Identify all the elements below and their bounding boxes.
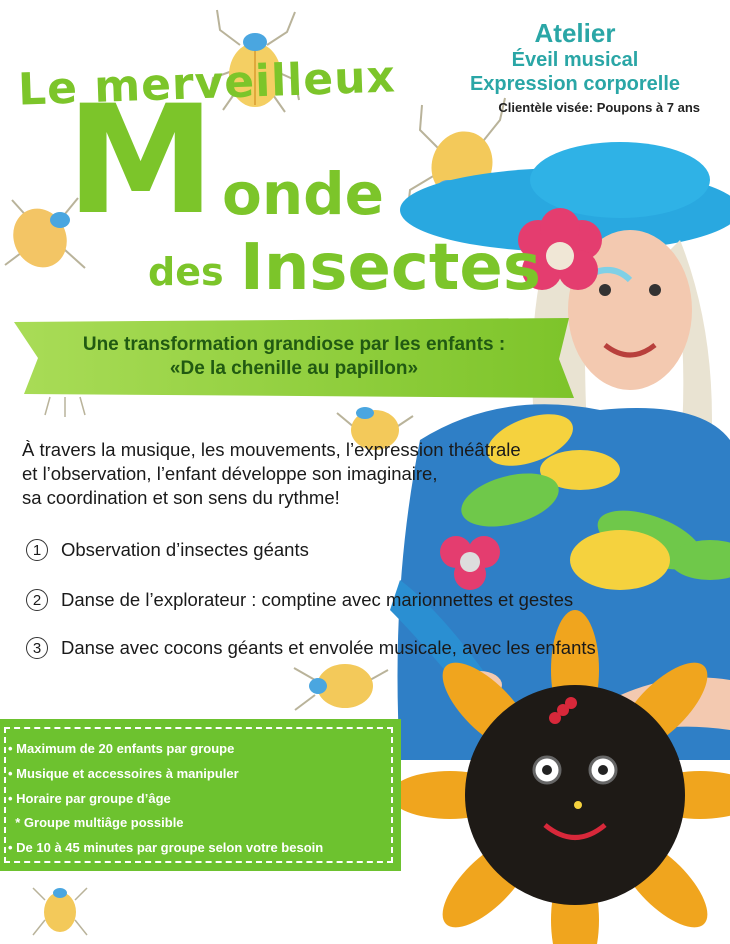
activity-label: Observation d’insectes géants [61, 539, 309, 560]
list-item [26, 634, 596, 662]
banner-line1: Une transformation grandiose par les enfants : [82, 334, 506, 355]
list-item [26, 586, 573, 614]
title-monde-initial: M [66, 74, 216, 248]
workshop-block [450, 18, 700, 115]
number-circle: 3 [26, 637, 48, 659]
detail-item: * Groupe multiâge possible [8, 815, 184, 830]
detail-item: • Horaire par groupe d’âge [8, 791, 171, 806]
banner-line2: «De la chenille au papillon» [169, 358, 419, 379]
intro-line3: sa coordination et son sens du rythme! [22, 487, 340, 508]
list-item [26, 536, 309, 564]
detail-item: • Maximum de 20 enfants par groupe [8, 741, 235, 756]
beetle-illustration [30, 880, 90, 940]
subtitle-banner [14, 318, 574, 400]
audience-text: Clientèle visée: Poupons à 7 ans [498, 100, 700, 115]
number-circle: 1 [26, 539, 48, 561]
workshop-line3: Expression corporelle [469, 73, 681, 95]
activity-label: Danse de l’explorateur : comptine avec marionnettes et gestes [61, 589, 574, 610]
intro-line1: À travers la musique, les mouvements, l’expression théâtrale [22, 439, 521, 460]
workshop-heading: Atelier [534, 18, 616, 48]
number-circle: 2 [26, 589, 48, 611]
activity-label: Danse avec cocons géants et envolée musicale, avec les enfants [61, 637, 596, 658]
intro-line2: et l’observation, l’enfant développe son imaginaire, [22, 463, 438, 484]
intro-paragraph [22, 438, 582, 510]
title-des: des [148, 250, 224, 294]
workshop-line2: Éveil musical [511, 49, 639, 71]
details-box [0, 719, 401, 871]
title-monde: onde [222, 160, 384, 228]
title-line1: Le merveilleux [17, 51, 397, 116]
detail-item: • De 10 à 45 minutes par groupe selon votre besoin [8, 840, 324, 855]
detail-item: • Musique et accessoires à manipuler [8, 766, 239, 781]
title-insectes: Insectes [240, 231, 541, 305]
